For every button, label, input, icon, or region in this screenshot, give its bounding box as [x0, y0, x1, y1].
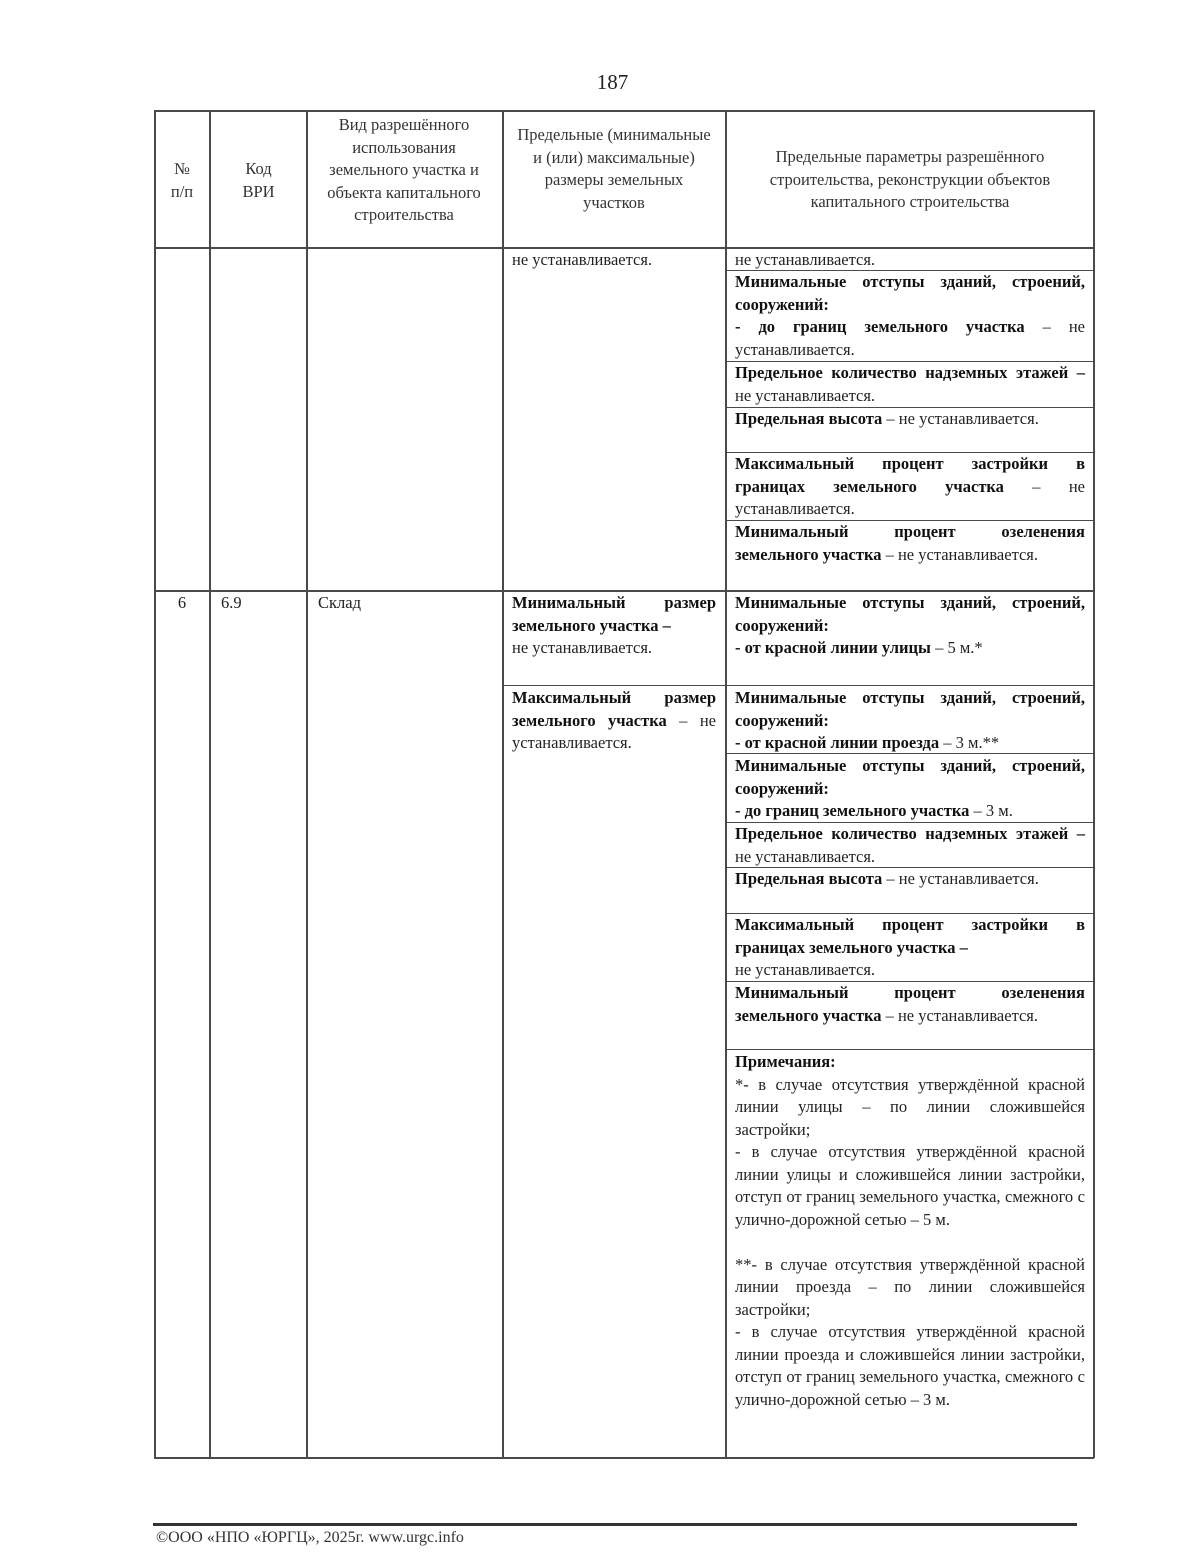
row6-param-7-title: Минимальный процент озеленения земельного участка — [735, 983, 1085, 1025]
row6-param-7-value: – не устанавливается. — [881, 1005, 1039, 1025]
row6-code: 6.9 — [221, 593, 242, 612]
cont-param-5 — [735, 453, 1085, 521]
cont-param-3 — [735, 362, 1085, 407]
row6-size-max-value: – не устанавливается. — [512, 710, 716, 752]
cont-param-4 — [735, 408, 1085, 431]
cont-param-2-value: – не устанавливается. — [735, 317, 1085, 359]
cont-param-6-value: – не устанавливается. — [881, 544, 1039, 564]
cont-size: не устанавливается. — [512, 250, 653, 269]
header-number: № п/п — [170, 159, 194, 201]
header-params: Предельные параметры разрешённого строительства, реконструкции объектов капитального строительства — [769, 147, 1051, 211]
row6-param-5 — [735, 868, 1085, 891]
row6-param-3-title: Минимальные отступы зданий, строений, сооружений: — [735, 756, 1085, 798]
footer-copyright: ©ООО «НПО «ЮРГЦ», 2025г. www.urgc.info — [156, 1529, 464, 1546]
row6-param-1-subtitle: - от красной линии улицы — [735, 638, 931, 657]
cont-param-5-title: Максимальный процент застройки в границах земельного участка — [735, 454, 1085, 496]
cont-param-1: не устанавливается. — [735, 250, 876, 269]
row6-param-1-value: – 5 м.* — [930, 638, 983, 657]
row6-size-max — [512, 687, 716, 755]
header-use-type: Вид разрешённого использования земельного участка и объекта капитального строительства — [327, 115, 481, 224]
cont-param-5-value: – не устанавливается. — [735, 476, 1085, 518]
row6-param-2-value: – 3 м.** — [939, 733, 1000, 752]
cont-param-6-title: Минимальный процент озеленения земельного участка — [735, 522, 1085, 564]
row6-use-type: Склад — [318, 593, 361, 612]
note-4: - в случае отсутствия утверждённой красной линии проезда и сложившейся линии застройки, отступ от границ земельного участка, смежного с улично-дорожной сетью – 3 м. — [735, 1322, 1085, 1409]
row6-param-5-value: – не устанавливается. — [882, 869, 1039, 888]
cont-param-4-value: – не устанавливается. — [882, 409, 1039, 428]
row6-param-4-title: Предельное количество надземных этажей – — [735, 824, 1085, 843]
row6-param-1-title: Минимальные отступы зданий, строений, сооружений: — [735, 593, 1085, 635]
cont-param-4-title: Предельная высота — [735, 409, 883, 428]
page-number: 187 — [596, 70, 629, 94]
row6-param-4 — [735, 823, 1085, 868]
row6-param-2-title: Минимальные отступы зданий, строений, сооружений: — [735, 688, 1085, 730]
cont-param-3-title: Предельное количество надземных этажей – — [735, 363, 1085, 382]
row6-param-3-value: – 3 м. — [969, 801, 1013, 820]
row6-param-4-value: не устанавливается. — [735, 846, 876, 866]
row6-size-max-title: Максимальный размер земельного участка — [512, 688, 716, 730]
cont-param-6 — [735, 521, 1085, 566]
row6-size-min-title: Минимальный размер земельного участка – — [512, 593, 716, 635]
row6-size-min-value: не устанавливается. — [512, 638, 653, 657]
notes-title: Примечания: — [735, 1052, 836, 1071]
row6-param-6-title: Максимальный процент застройки в границах земельного участка – — [735, 915, 1085, 957]
row6-param-3-subtitle: - до границ земельного участка — [735, 801, 970, 820]
row6-param-6-value: не устанавливается. — [735, 960, 876, 979]
row6-notes — [735, 1051, 1085, 1411]
cont-param-2 — [735, 271, 1085, 361]
note-3: **- в случае отсутствия утверждённой красной линии проезда – по линии сложившейся застройки; — [735, 1254, 1085, 1319]
row6-number: 6 — [177, 593, 187, 612]
row6-param-1 — [735, 592, 1085, 660]
header-plot-size: Предельные (минимальные и (или) максимальные) размеры земельных участков — [517, 125, 711, 212]
row6-param-2 — [735, 687, 1085, 755]
row6-param-6 — [735, 914, 1085, 982]
row6-size-min — [512, 592, 716, 660]
cont-param-2-title: Минимальные отступы зданий, строений, сооружений: — [735, 272, 1085, 314]
row6-param-7 — [735, 982, 1085, 1027]
row6-param-2-subtitle: - от красной линии проезда — [735, 733, 940, 752]
footer-rule — [153, 1523, 1077, 1526]
row6-param-5-title: Предельная высота — [735, 869, 883, 888]
cont-param-2-subtitle: - до границ земельного участка — [735, 317, 1025, 336]
header-code: Код ВРИ — [242, 159, 275, 201]
note-2: - в случае отсутствия утверждённой красной линии улицы и сложившейся линии застройки, отступ от границ земельного участка, смежного с улично-дорожной сетью – 5 м. — [735, 1142, 1085, 1229]
note-1: *- в случае отсутствия утверждённой красной линии улицы – по линии сложившейся застройки; — [735, 1074, 1085, 1139]
cont-param-3-value: не устанавливается. — [735, 385, 876, 405]
row6-param-3 — [735, 755, 1085, 823]
